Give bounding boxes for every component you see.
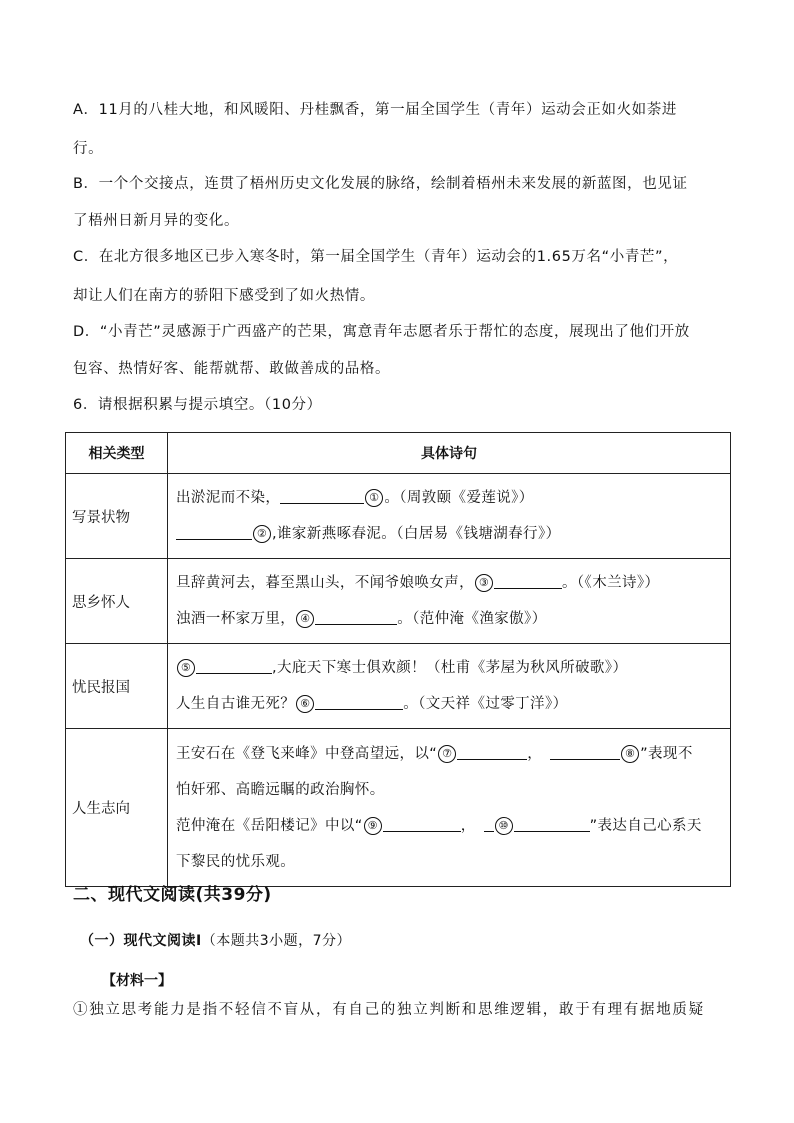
poem-text: 范仲淹在《岳阳楼记》中以“ bbox=[176, 817, 363, 834]
row-lines bbox=[168, 644, 731, 729]
row-type: 人生志向 bbox=[66, 729, 168, 887]
row-type: 忧民报国 bbox=[66, 644, 168, 729]
poem-text: 。（《木兰诗》） bbox=[562, 575, 660, 591]
poem-line bbox=[176, 772, 722, 808]
poem-text: 。（范仲淹《渔家傲》） bbox=[397, 611, 547, 627]
answer-blank-7[interactable] bbox=[457, 743, 527, 760]
subsection-label: （一）现代文阅读Ⅰ bbox=[80, 933, 202, 949]
table-row bbox=[66, 729, 731, 887]
poem-text: 人生自古谁无死？ bbox=[176, 696, 296, 712]
poem-fill-table bbox=[65, 432, 731, 887]
option-a-line1: A．11月的八桂大地，和风暖阳、丹桂飘香，第一届全国学生（青年）运动会正如火如荼进 bbox=[73, 102, 677, 118]
blank-number: ④ bbox=[296, 610, 314, 628]
poem-line bbox=[176, 565, 722, 601]
table-row bbox=[66, 474, 731, 559]
table-header-row bbox=[66, 433, 731, 474]
table-row bbox=[66, 559, 731, 644]
answer-blank-9[interactable] bbox=[383, 815, 461, 832]
header-type: 相关类型 bbox=[66, 433, 168, 474]
material-paragraph: ①独立思考能力是指不轻信不盲从，有自己的独立判断和思维逻辑，敢于有理有据地质疑 bbox=[73, 1002, 705, 1018]
answer-blank-5[interactable] bbox=[196, 657, 272, 674]
poem-text: 怕奸邪、高瞻远瞩的政治胸怀。 bbox=[176, 781, 385, 798]
blank-number: ⑦ bbox=[438, 745, 456, 763]
poem-line bbox=[176, 844, 722, 880]
poem-line bbox=[176, 736, 722, 772]
answer-blank-6[interactable] bbox=[315, 693, 403, 710]
question-6-prompt: 6．请根据积累与提示填空。（10分） bbox=[73, 397, 322, 413]
poem-text: 王安石在《登飞来峰》中登高望远，以“ bbox=[176, 745, 438, 762]
poem-line bbox=[176, 601, 722, 637]
poem-text: ”表现不 bbox=[640, 745, 693, 762]
answer-blank-4[interactable] bbox=[315, 608, 397, 625]
subsection-note: （本题共3小题，7分） bbox=[201, 933, 352, 949]
poem-line bbox=[176, 650, 722, 686]
material-label: 【材料一】 bbox=[102, 973, 172, 989]
poem-line bbox=[176, 686, 722, 722]
row-type: 思乡怀人 bbox=[66, 559, 168, 644]
poem-text: 浊酒一杯家万里， bbox=[176, 611, 296, 627]
poem-text: ， bbox=[460, 817, 476, 834]
option-d-line2: 包容、热情好客、能帮就帮、敢做善成的品格。 bbox=[73, 361, 391, 377]
row-type: 写景状物 bbox=[66, 474, 168, 559]
row-lines bbox=[168, 474, 731, 559]
blank-number: ② bbox=[253, 525, 271, 543]
blank-number: ⑥ bbox=[296, 695, 314, 713]
poem-text: 。（周敦颐《爱莲说》） bbox=[384, 490, 534, 506]
section-title: 二、现代文阅读(共39分) bbox=[73, 885, 272, 905]
poem-text: ”表达自己心系天 bbox=[589, 817, 702, 834]
option-b-line2: 了梧州日新月异的变化。 bbox=[73, 213, 240, 229]
poem-text: ,谁家新燕啄春泥。（白居易《钱塘湖春行》） bbox=[272, 526, 561, 542]
option-b-line1: B．一个个交接点，连贯了梧州历史文化发展的脉络，绘制着梧州未来发展的新蓝图，也见证 bbox=[73, 176, 688, 192]
poem-line bbox=[176, 480, 722, 516]
blank-number: ⑧ bbox=[621, 745, 639, 763]
poem-line bbox=[176, 516, 722, 552]
blank-number: ⑩ bbox=[495, 817, 513, 835]
poem-text: 下黎民的忧乐观。 bbox=[176, 853, 296, 870]
blank-number: ⑨ bbox=[364, 817, 382, 835]
answer-blank-10[interactable] bbox=[514, 815, 590, 832]
poem-text: ， bbox=[527, 745, 543, 762]
blank-number: ③ bbox=[475, 574, 493, 592]
poem-text: 旦辞黄河去，暮至黑山头，不闻爷娘唤女声， bbox=[176, 575, 474, 591]
option-c-line1: C．在北方很多地区已步入寒冬时，第一届全国学生（青年）运动会的1.65万名“小青芒”， bbox=[73, 249, 679, 265]
answer-blank-8[interactable] bbox=[550, 743, 620, 760]
poem-text: ,大庇天下寒士俱欢颜！（杜甫《茅屋为秋风所破歌》） bbox=[272, 660, 628, 676]
answer-blank-10a[interactable] bbox=[484, 815, 494, 832]
row-lines bbox=[168, 729, 731, 887]
table-row bbox=[66, 644, 731, 729]
option-c-line2: 却让人们在南方的骄阳下感受到了如火热情。 bbox=[73, 288, 375, 304]
header-poem: 具体诗句 bbox=[168, 433, 731, 474]
blank-number: ⑤ bbox=[177, 659, 195, 677]
option-a-line2: 行。 bbox=[73, 141, 104, 157]
poem-text: 。（文天祥《过零丁洋》） bbox=[403, 696, 568, 712]
option-d-line1: D．“小青芒”灵感源于广西盛产的芒果，寓意青年志愿者乐于帮忙的态度，展现出了他们开放 bbox=[73, 324, 690, 340]
answer-blank-2[interactable] bbox=[176, 523, 252, 540]
blank-number: ① bbox=[365, 489, 383, 507]
answer-blank-1[interactable] bbox=[280, 487, 364, 504]
answer-blank-3[interactable] bbox=[494, 572, 562, 589]
row-lines bbox=[168, 559, 731, 644]
subsection-title bbox=[80, 930, 351, 950]
poem-line bbox=[176, 808, 722, 844]
poem-text: 出淤泥而不染， bbox=[176, 490, 281, 506]
